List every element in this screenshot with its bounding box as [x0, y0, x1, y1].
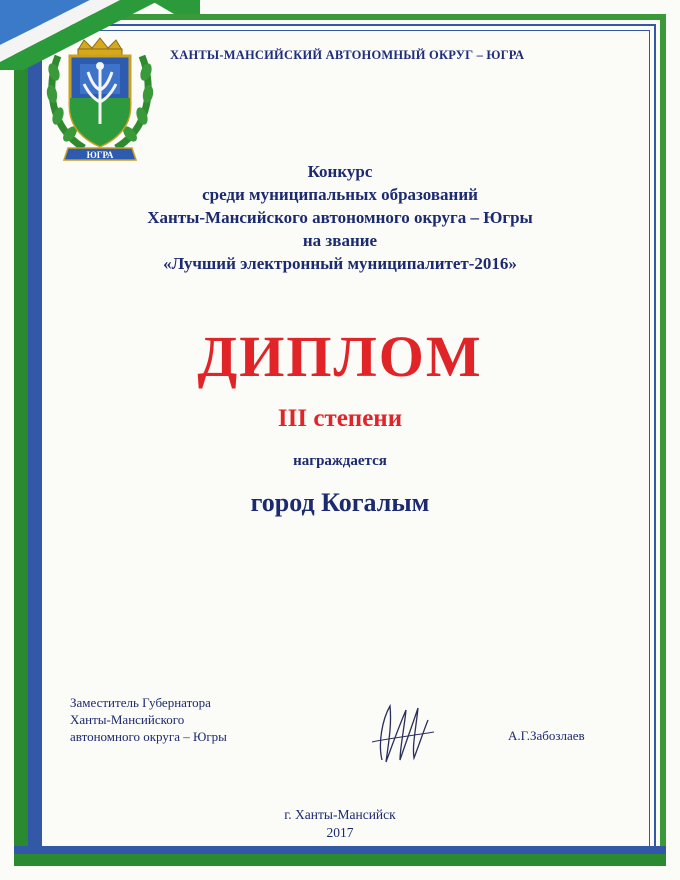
issue-city: г. Ханты-Мансийск: [284, 807, 396, 822]
awarded-to-label: награждается: [293, 453, 387, 469]
issue-year: 2017: [326, 825, 354, 840]
signatory-position: [70, 694, 330, 745]
contest-line-2: среди муниципальных образований: [202, 185, 478, 204]
signatory-name: А.Г.Забозлаев: [508, 728, 585, 743]
region-title: ХАНТЫ-МАНСИЙСКИЙ АВТОНОМНЫЙ ОКРУГ – ЮГРА: [170, 48, 525, 62]
position-line-2: Ханты-Мансийского: [70, 712, 185, 727]
award-recipient: город Когалым: [250, 488, 430, 517]
emblem-ribbon-text: ЮГРА: [86, 150, 114, 160]
position-line-1: Заместитель Губернатора: [70, 695, 211, 710]
frame-left-band: [14, 14, 42, 866]
position-line-3: автономного округа – Югры: [70, 729, 227, 744]
handwritten-signature: [360, 690, 450, 770]
award-degree: III степени: [277, 405, 403, 432]
contest-line-4: на звание: [302, 231, 378, 250]
frame-bottom-band: [14, 846, 666, 866]
contest-line-3: Ханты-Мансийского автономного округа – Югры: [147, 208, 533, 227]
contest-line-1: Конкурс: [307, 162, 373, 181]
diploma-title: ДИПЛОМ: [197, 324, 483, 389]
coat-of-arms-emblem: [44, 36, 156, 164]
contest-line-5: «Лучший электронный муниципалитет-2016»: [163, 254, 517, 273]
